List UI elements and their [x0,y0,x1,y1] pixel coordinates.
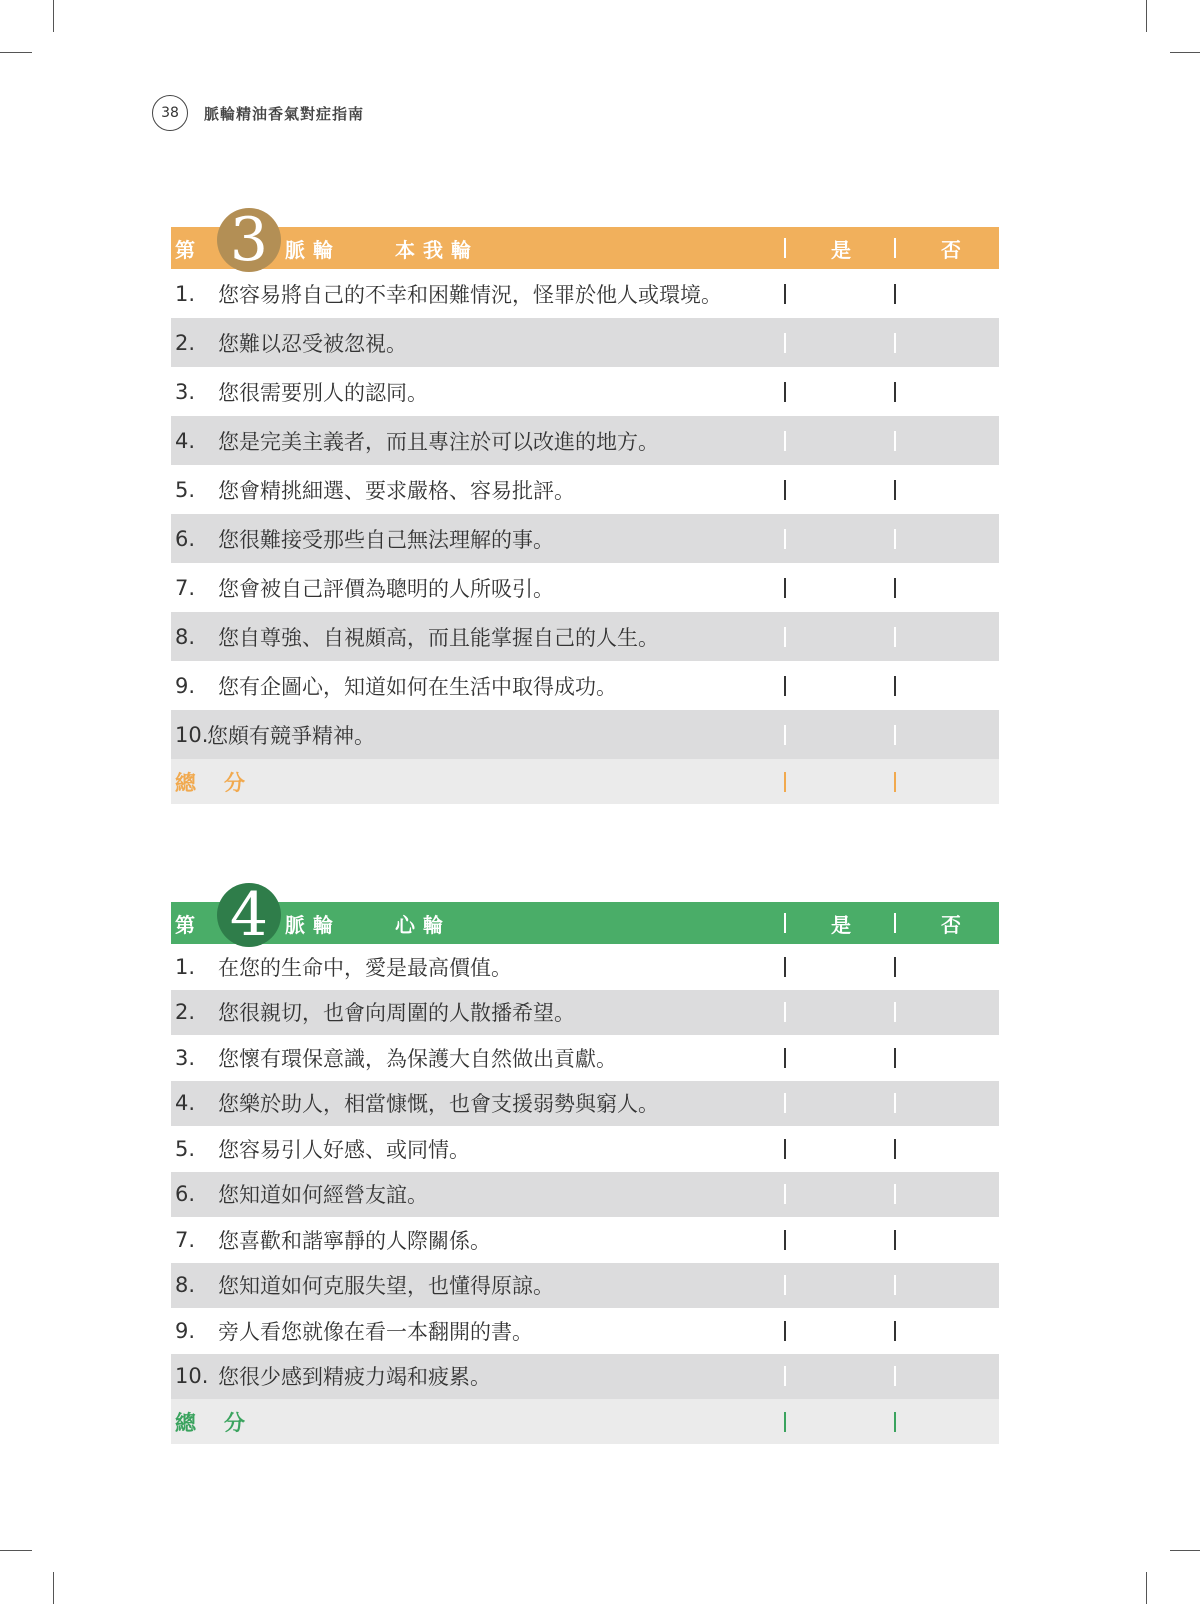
column-divider [784,238,786,258]
column-divider [784,1184,786,1204]
question-number: 4. [175,1091,196,1116]
crop-mark-top-right-h [1170,52,1200,53]
ordinal-label: 第 [175,237,195,262]
question-text: 您很難接受那些自己無法理解的事。 [218,527,554,552]
question-row [171,514,999,563]
question-text: 您是完美主義者，而且專注於可以改進的地方。 [218,429,659,454]
column-divider [784,1275,786,1295]
question-text: 您會被自己評價為聰明的人所吸引。 [218,576,554,601]
ordinal-label: 第 [175,912,195,937]
column-divider [894,238,896,258]
question-row [171,1308,999,1354]
question-text: 您樂於助人，相當慷慨，也會支援弱勢與窮人。 [218,1092,659,1117]
crop-mark-top-left-h [0,52,32,53]
column-divider [784,529,786,549]
question-number: 7. [175,575,196,600]
no-column-header: 否 [941,912,961,937]
column-divider [784,382,786,402]
table-header [171,205,999,275]
crop-mark-bottom-left-v [53,1572,54,1604]
column-divider [894,772,896,792]
question-text: 您喜歡和諧寧靜的人際關係。 [218,1228,491,1253]
question-number: 1. [175,954,196,979]
column-divider [894,1093,896,1113]
question-number: 3. [175,1045,196,1070]
question-row [171,661,999,710]
question-text: 旁人看您就像在看一本翻開的書。 [218,1319,533,1344]
column-divider [894,1230,896,1250]
column-divider [784,480,786,500]
column-divider [784,772,786,792]
question-text: 您很需要別人的認同。 [218,380,428,405]
question-number: 5. [175,1136,196,1161]
question-row [171,269,999,318]
column-divider [784,627,786,647]
question-number: 6. [175,526,196,551]
column-divider [784,957,786,977]
question-row [171,563,999,612]
question-text: 您懷有環保意識，為保護大自然做出貢獻。 [218,1046,617,1071]
column-divider [784,725,786,745]
question-number: 10. [175,722,209,747]
column-divider [784,1002,786,1022]
crop-mark-top-right-v [1146,0,1147,32]
column-divider [784,431,786,451]
column-divider [784,1139,786,1159]
column-divider [894,627,896,647]
question-row [171,710,999,759]
crop-mark-bottom-right-v [1146,1572,1147,1604]
chakra-unit-label: 脈輪 [285,912,341,937]
page-number: 38 [152,95,188,131]
question-row [171,1035,999,1081]
question-text: 您頗有競爭精神。 [207,723,375,748]
question-text: 您容易引人好感、或同情。 [218,1137,470,1162]
column-divider [784,333,786,353]
column-divider [894,333,896,353]
column-divider [784,1366,786,1386]
column-divider [784,578,786,598]
question-number: 5. [175,477,196,502]
total-score-row [171,759,999,804]
question-row [171,416,999,465]
question-text: 您容易將自己的不幸和困難情況，怪罪於他人或環境。 [218,282,722,307]
column-divider [894,480,896,500]
question-row [171,367,999,416]
column-divider [894,578,896,598]
column-divider [894,725,896,745]
question-number: 2. [175,1000,196,1025]
column-divider [784,1321,786,1341]
yes-column-header: 是 [831,237,851,262]
question-number: 9. [175,673,196,698]
total-score-label: 總分 [175,1410,273,1435]
column-divider [784,284,786,304]
column-divider [894,1048,896,1068]
chakra-3-questionnaire [171,205,999,804]
question-text: 您知道如何克服失望，也懂得原諒。 [218,1274,554,1299]
column-divider [894,1366,896,1386]
question-number: 1. [175,281,196,306]
chakra-4-questionnaire [171,880,999,1444]
column-divider [784,676,786,696]
question-number: 3. [175,379,196,404]
question-row [171,1126,999,1172]
question-row [171,612,999,661]
question-text: 您很少感到精疲力竭和疲累。 [218,1365,491,1390]
column-divider [784,1230,786,1250]
column-divider [894,382,896,402]
question-number: 6. [175,1182,196,1207]
column-divider [894,1321,896,1341]
question-text: 您很親切，也會向周圍的人散播希望。 [218,1001,575,1026]
crop-mark-top-left-v [53,0,54,32]
chakra-unit-label: 脈輪 [285,237,341,262]
column-divider [894,1275,896,1295]
crop-mark-bottom-left-h [0,1550,32,1551]
chakra-number-badge: 3 [217,208,281,272]
question-number: 2. [175,330,196,355]
book-title: 脈輪精油香氣對症指南 [204,105,365,123]
question-row [171,1354,999,1400]
chakra-number-badge: 4 [217,883,281,947]
column-divider [784,913,786,933]
question-number: 7. [175,1227,196,1252]
question-number: 8. [175,1273,196,1298]
chakra-name: 心輪 [395,912,451,937]
question-row [171,944,999,990]
column-divider [894,1412,896,1432]
column-divider [894,913,896,933]
question-row [171,1263,999,1309]
question-text: 您有企圖心，知道如何在生活中取得成功。 [218,674,617,699]
column-divider [894,1002,896,1022]
crop-mark-bottom-right-h [1170,1550,1200,1551]
column-divider [784,1412,786,1432]
question-row [171,1172,999,1218]
question-row [171,1081,999,1127]
column-divider [894,529,896,549]
column-divider [894,1184,896,1204]
question-number: 8. [175,624,196,649]
column-divider [894,284,896,304]
question-text: 您會精挑細選、要求嚴格、容易批評。 [218,478,575,503]
column-divider [894,431,896,451]
total-score-label: 總分 [175,770,273,795]
column-divider [784,1093,786,1113]
question-row [171,990,999,1036]
yes-column-header: 是 [831,912,851,937]
column-divider [894,957,896,977]
question-number: 4. [175,428,196,453]
chakra-name: 本我輪 [395,237,479,262]
no-column-header: 否 [941,237,961,262]
question-text: 您自尊強、自視頗高，而且能掌握自己的人生。 [218,625,659,650]
question-number: 10. [175,1364,209,1389]
question-text: 您難以忍受被忽視。 [218,331,407,356]
question-row [171,465,999,514]
table-header [171,880,999,950]
column-divider [784,1048,786,1068]
total-score-row [171,1399,999,1444]
column-divider [894,1139,896,1159]
column-divider [894,676,896,696]
question-row [171,1217,999,1263]
question-row [171,318,999,367]
question-text: 在您的生命中，愛是最高價值。 [218,955,512,980]
question-number: 9. [175,1318,196,1343]
question-text: 您知道如何經營友誼。 [218,1183,428,1208]
